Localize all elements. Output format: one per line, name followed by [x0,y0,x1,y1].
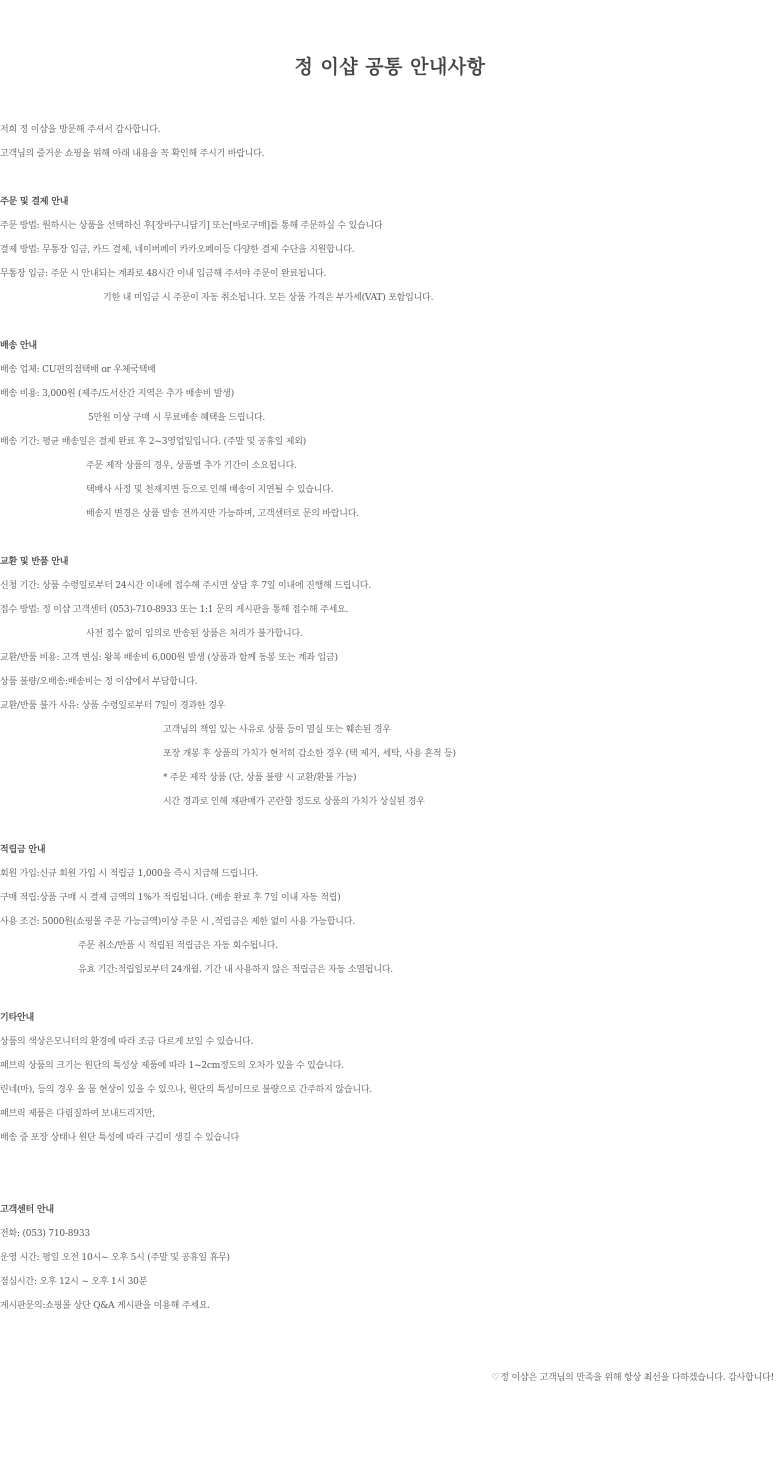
shipping-line: 주문 제작 상품의 경우, 상품별 추가 기간이 소요됩니다. [86,461,297,471]
etc-heading: 기타안내 [0,1013,34,1023]
cs-lunch: 점심시간: 오후 12시 ~ 오후 1시 30분 [0,1277,148,1287]
exchange-heading: 교환 및 반품 안내 [0,557,69,567]
points-line: 사용 조건: 5000원(쇼핑몰 주문 가능금액)이상 주문 시 ,적립금은 제한 없이 사용 가능합니다. [0,917,355,927]
shipping-line: 배송 비용: 3,000원 (제주/도서산간 지역은 추가 배송비 발생) [0,389,235,399]
points-line: 유효 기간:적립일로부터 24개월. 기간 내 사용하지 않은 적립금은 자동 소멸됩니다. [78,965,393,975]
points-heading: 적립금 안내 [0,845,46,855]
order-line: 결제 방법: 무통장 입금, 카드 결제, 네이버페이 카카오페이등 다양한 결제 수단을 지원합니다. [0,245,355,255]
closing-text: 정 이샵은 고객님의 만족을 위해 항상 최선을 다하겠습니다. 감사합니다! [500,1373,774,1383]
exchange-line: 교환/반품 비용: 고객 변심: 왕복 배송비 6,000원 발생 (상품과 함께 동봉 또는 계좌 입금) [0,653,338,663]
points-line: 주문 취소/반품 시 적립된 적립금은 자동 회수됩니다. [78,941,278,951]
page-title: 정 이샵 공통 안내사항 [294,56,486,78]
cs-hours: 운영 시간: 평일 오전 10시~ 오후 5시 (주말 및 공휴일 휴무) [0,1253,230,1263]
etc-line: 상품의 색상은모니터의 환경에 따라 조금 다르게 보일 수 있습니다. [0,1037,254,1047]
etc-line: 배송 중 포장 상태나 원단 특성에 따라 구김이 생길 수 있습니다 [0,1133,239,1143]
points-line: 구매 적립:상품 구매 시 결제 금액의 1%가 적립됩니다. (배송 완료 후 7일 이내 자동 적립) [0,893,341,903]
exchange-line: 접수 방법: 정 이샵 고객센터 (053)-710-8933 또는 1:1 문의 게시판을 통해 접수해 주세요. [0,605,349,615]
points-line: 회원 가입:신규 회원 가입 시 적립금 1,000을 즉시 지급해 드립니다. [0,869,259,879]
heart-icon: ♡ [491,1373,500,1383]
etc-line: 패브릭 상품의 크기는 원단의 특성상 제품에 따라 1~2cm정도의 오차가 있을 수 있습니다. [0,1061,344,1071]
exchange-line: 사전 접수 없이 임의로 반송된 상품은 처리가 불가합니다. [86,629,303,639]
exchange-line: 포장 개봉 후 상품의 가치가 현저히 감소한 경우 (택 제거, 세탁, 사용 흔적 등) [163,749,456,759]
order-line: 무통장 입금: 주문 시 안내되는 계좌로 48시간 이내 입금해 주셔야 주문이 완료됩니다. [0,269,327,279]
order-heading: 주문 및 결제 안내 [0,197,69,207]
order-line: 주문 방법: 원하시는 상품을 선택하신 후[장바구니담기] 또는[바로구매]를 통해 주문하실 수 있습니다 [0,221,383,231]
shipping-line: 배송지 변경은 상품 발송 전까지만 가능하며, 고객센터로 문의 바랍니다. [86,509,359,519]
exchange-line: 고객님의 책임 있는 사유로 상품 등이 멸실 또는 훼손된 경우 [163,725,391,735]
shipping-line: 5만원 이상 구매 시 무료배송 혜택을 드립니다. [88,413,266,423]
notice-content [0,118,780,1390]
intro-line: 저희 정 이샵을 방문해 주셔서 감사합니다. [0,125,161,135]
cs-heading: 고객센터 안내 [0,1205,54,1215]
exchange-line: 신청 기간: 상품 수령일로부터 24시간 이내에 접수해 주시면 상담 후 7일 이내에 진행해 드립니다. [0,581,371,591]
intro-line: 고객님의 즐거운 쇼핑을 위해 아래 내용을 꼭 확인해 주시기 바랍니다. [0,149,265,159]
closing-message [0,1366,780,1390]
exchange-line: * 주문 제작 상품 (단, 상품 불량 시 교환/환불 가능) [163,773,357,783]
exchange-line: 상품 불량/오배송:배송비는 정 이샵에서 부담합니다. [0,677,198,687]
shipping-line: 택배사 사정 및 천재지변 등으로 인해 배송이 지연될 수 있습니다. [86,485,334,495]
order-line: 기한 내 미입금 시 주문이 자동 취소됩니다. 모든 상품 가격은 부가세(VAT) 포함입니다. [103,293,434,303]
shipping-line: 배송 업체: CU편의점택배 or 우체국택배 [0,365,156,375]
exchange-line: 교환/반품 불가 사유: 상품 수령일로부터 7일이 경과한 경우 [0,701,226,711]
shipping-heading: 배송 안내 [0,341,37,351]
cs-phone: 전화: (053) 710-8933 [0,1229,90,1239]
etc-line: 린네(마), 등의 경우 올 뭄 현상이 있을 수 있으나, 원단의 특성이므로 불량으로 간주하지 않습니다. [0,1085,372,1095]
etc-line: 패브릭 제품은 다림질하여 보내드리지만, [0,1109,156,1119]
cs-board: 게시판문의:쇼핑몰 상단 Q&A 게시판을 이용해 주세요. [0,1301,210,1311]
exchange-line: 시간 경과로 인해 재판매가 곤란할 정도로 상품의 가치가 상실된 경우 [163,797,425,807]
shipping-line: 배송 기간: 평균 배송일은 결제 완료 후 2~3영업일입니다. (주말 및 공휴일 제외) [0,437,307,447]
